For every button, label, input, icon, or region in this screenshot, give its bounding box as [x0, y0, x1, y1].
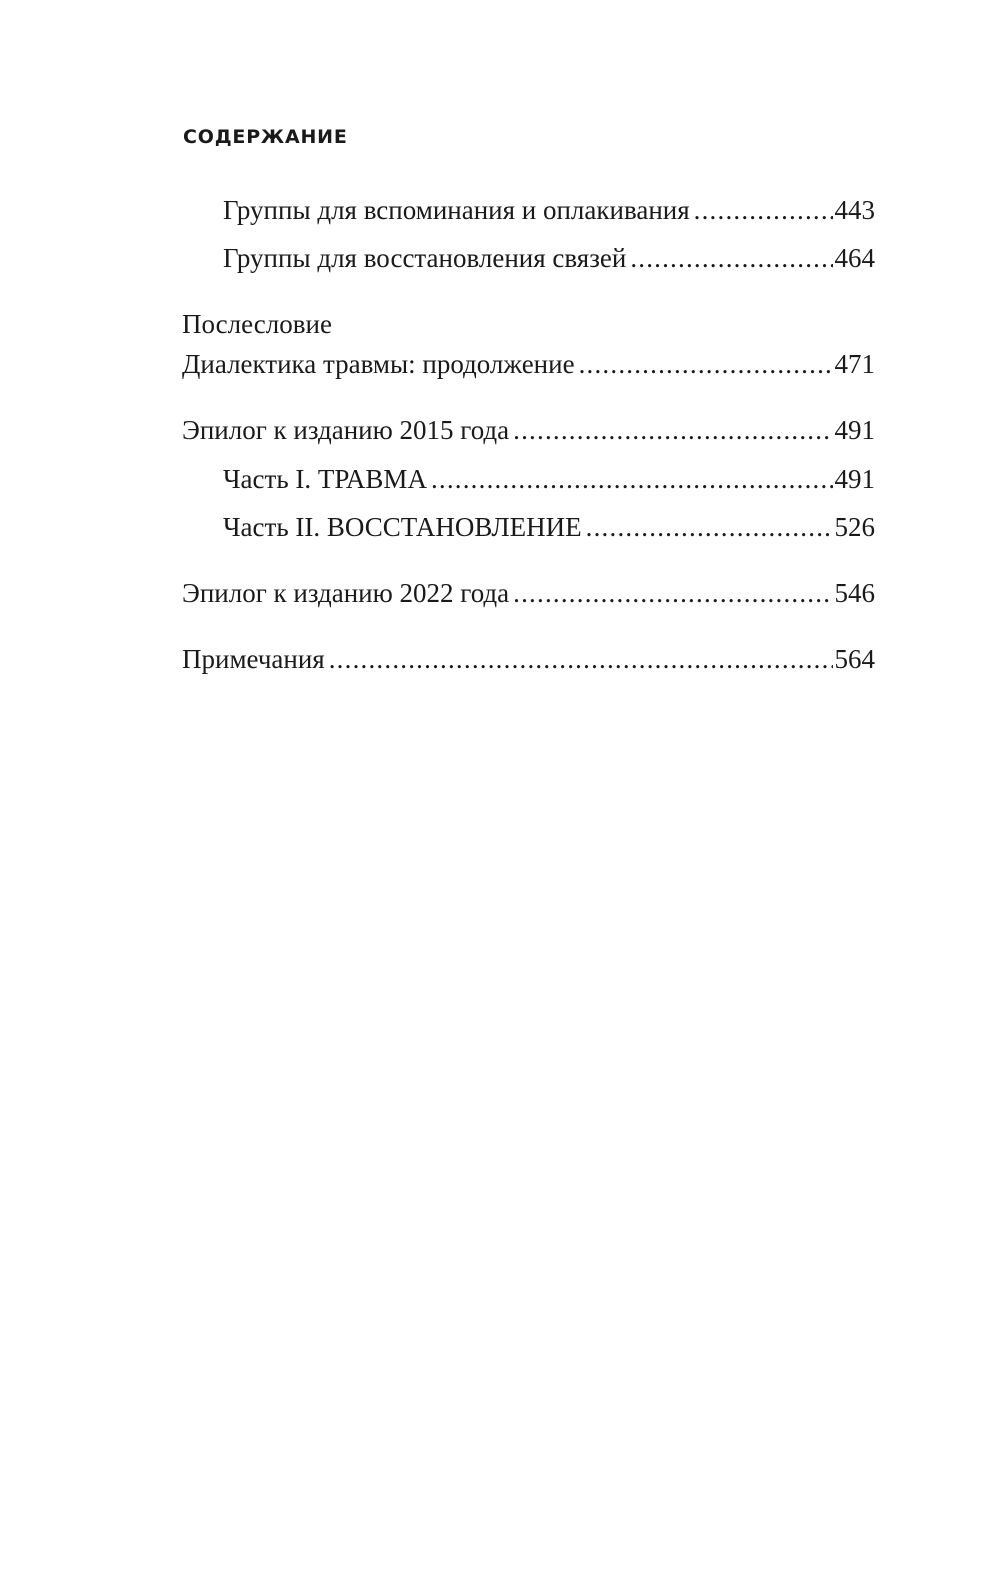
toc-entry-page: 491	[834, 464, 875, 494]
toc-entry-title: Часть I. ТРАВМА	[223, 464, 427, 494]
toc-entry-title: Группы для восстановления связей	[223, 243, 627, 273]
toc-entry-title: Эпилог к изданию 2022 года	[182, 578, 510, 608]
running-head: СОДЕРЖАНИЕ	[183, 126, 348, 148]
dot-leader	[630, 241, 832, 275]
toc-entry-page: 464	[834, 243, 875, 273]
toc-entry-page: 564	[834, 644, 875, 674]
toc-entry	[223, 241, 875, 275]
dot-leader	[579, 347, 833, 381]
toc-entry	[182, 413, 875, 447]
dot-leader	[513, 413, 832, 447]
toc-entry	[182, 347, 875, 381]
toc-entry	[182, 642, 875, 676]
toc-entry-page: 471	[834, 349, 875, 379]
dot-leader	[586, 510, 833, 544]
toc-entry-page: 491	[834, 415, 875, 445]
toc-entry-title: Группы для вспоминания и оплакивания	[223, 195, 690, 225]
toc-entry-title: Часть II. ВОССТАНОВЛЕНИЕ	[223, 512, 582, 542]
toc-entry-title: Примечания	[182, 644, 325, 674]
toc-entry-page: 546	[834, 578, 875, 608]
dot-leader	[513, 576, 832, 610]
toc-entry	[182, 576, 875, 610]
dot-leader	[431, 462, 833, 496]
toc-entry-page: 526	[834, 512, 875, 542]
toc-entry-title: Диалектика травмы: продолжение	[182, 349, 575, 379]
dot-leader	[329, 642, 833, 676]
toc-entry	[223, 193, 875, 227]
toc-entry-page: 443	[834, 195, 875, 225]
toc-entry-title: Эпилог к изданию 2015 года	[182, 415, 510, 445]
toc-section-heading: Послесловие	[182, 309, 332, 339]
toc-entry	[223, 462, 875, 496]
toc-entry	[223, 510, 875, 544]
dot-leader	[694, 193, 833, 227]
